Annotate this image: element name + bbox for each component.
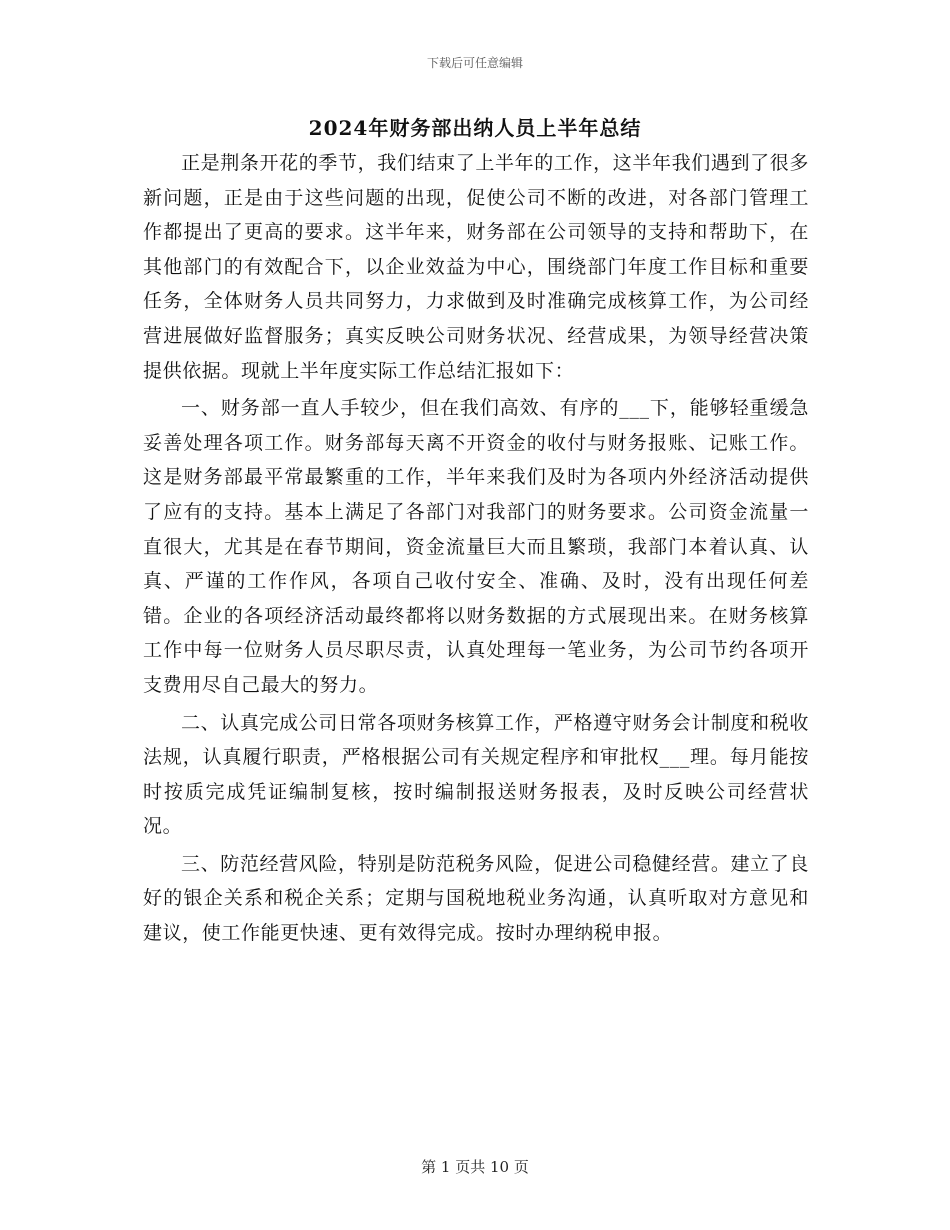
page-header-note: 下载后可任意编辑 — [426, 56, 523, 70]
paragraph-section-3: 三、防范经营风险，特别是防范税务风险，促进公司稳健经营。建立了良好的银企关系和税企关系；定期与国税地税业务沟通，认真听取对方意见和建议，使工作能更快速、更有效得完成。按时办理纳税申报。 — [143, 852, 809, 945]
paragraph-intro: 正是荆条开花的季节，我们结束了上半年的工作，这半年我们遇到了很多新问题，正是由于这些问题的出现，促使公司不断的改进，对各部门管理工作都提出了更高的要求。这半年来，财务部在公司领导的支持和帮助下，在其他部门的有效配合下，以企业效益为中心，围绕部门年度工作目标和重要任务，全体财务人员共同努力，力求做到及时准确完成核算工作，为公司经营进展做好监督服务；真实反映公司财务状况、经营成果，为领导经营决策提供依据。现就上半年度实际工作总结汇报如下： — [143, 152, 809, 382]
document-title: 2024年财务部出纳人员上半年总结 — [308, 116, 642, 140]
paragraph-section-2: 二、认真完成公司日常各项财务核算工作，严格遵守财务会计制度和税收法规，认真履行职责，严格根据公司有关规定程序和审批权___理。每月能按时按质完成凭证编制复核，按时编制报送财务报表，及时反映公司经营状况。 — [143, 711, 809, 838]
document-body — [143, 146, 809, 954]
paragraph-section-1: 一、财务部一直人手较少，但在我们高效、有序的___下，能够轻重缓急妥善处理各项工作。财务部每天离不开资金的收付与财务报账、记账工作。这是财务部最平常最繁重的工作，半年来我们及时为各项内外经济活动提供了应有的支持。基本上满足了各部门对我部门的财务要求。公司资金流量一直很大，尤其是在春节期间，资金流量巨大而且繁琐，我部门本着认真、认真、严谨的工作作风，各项自己收付安全、准确、及时，没有出现任何差错。企业的各项经济活动最终都将以财务数据的方式展现出来。在财务核算工作中每一位财务人员尽职尽责，认真处理每一笔业务，为公司节约各项开支费用尽自己最大的努力。 — [143, 397, 809, 696]
page-number: 第 1 页共 10 页 — [421, 1158, 529, 1176]
